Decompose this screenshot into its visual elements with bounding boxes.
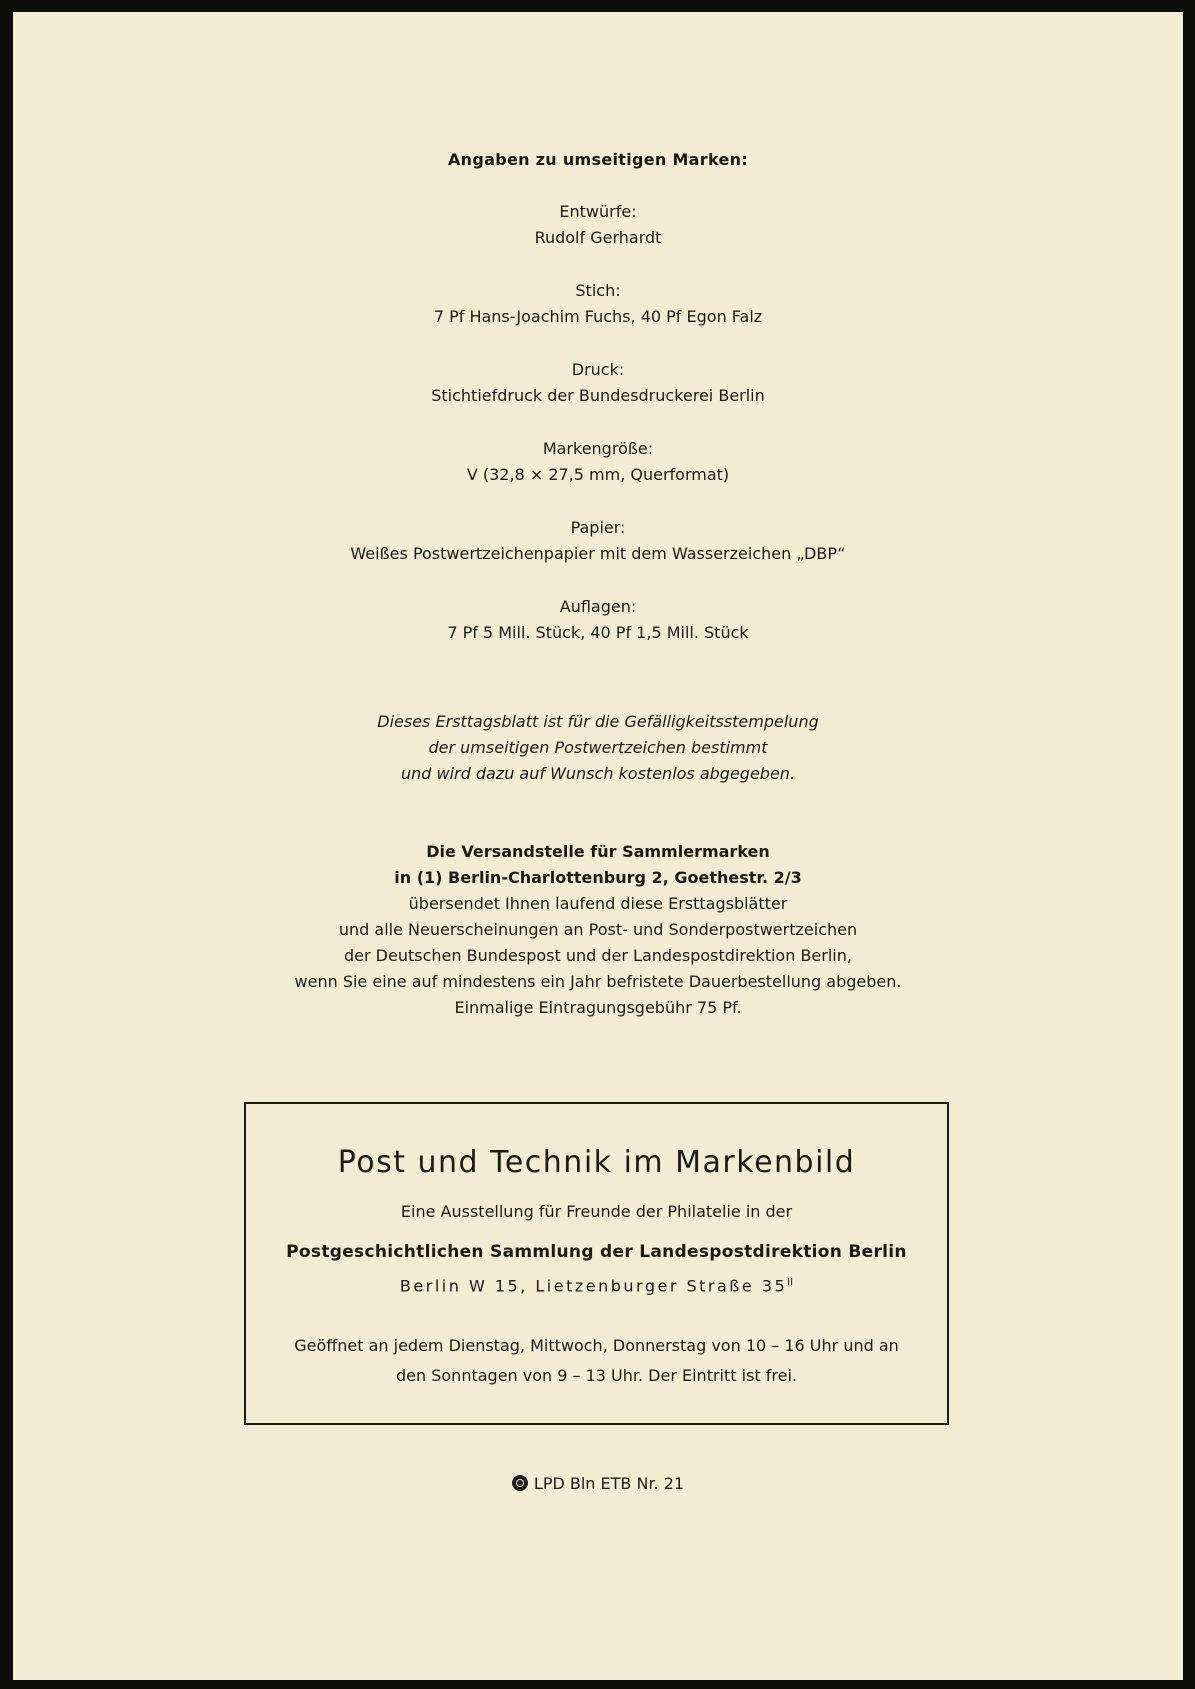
- spec-value-designs: Rudolf Gerhardt: [534, 228, 662, 247]
- mailing-office-line: übersendet Ihnen laufend diese Ersttagsblätter: [408, 894, 788, 913]
- spec-label-stamp-size: Markengröße:: [542, 439, 654, 458]
- spec-value-printing: Stichtiefdruck der Bundesdruckerei Berlin: [431, 386, 765, 405]
- page-heading: Angaben zu umseitigen Marken:: [447, 150, 749, 169]
- spec-label-print-run: Auflagen:: [559, 597, 637, 616]
- footer-text: LPD Bln ETB Nr. 21: [533, 1474, 685, 1493]
- spec-value-paper: Weißes Postwertzeichenpapier mit dem Wasserzeichen „DBP“: [350, 544, 846, 563]
- exhibition-institution: Postgeschichtlichen Sammlung der Landespostdirektion Berlin: [286, 1242, 907, 1262]
- spec-label-designs: Entwürfe:: [559, 202, 637, 221]
- spec-value-stamp-size: V (32,8 × 27,5 mm, Querformat): [466, 465, 730, 484]
- mailing-office-fee: Einmalige Eintragungsgebühr 75 Pf.: [454, 998, 742, 1017]
- mailing-office-line: und alle Neuerscheinungen an Post- und Sonderpostwertzeichen: [338, 920, 858, 939]
- notice-line: und wird dazu auf Wunsch kostenlos abgegeben.: [400, 764, 796, 783]
- post-horn-logo-icon: [512, 1475, 528, 1491]
- spec-value-engraving: 7 Pf Hans-Joachim Fuchs, 40 Pf Egon Falz: [433, 307, 763, 326]
- exhibition-hours: Geöffnet an jedem Dienstag, Mittwoch, Donnerstag von 10 – 16 Uhr und an: [294, 1336, 899, 1355]
- notice-line: Dieses Ersttagsblatt ist für die Gefälligkeitsstempelung: [377, 712, 819, 731]
- exhibition-address: [246, 1278, 947, 1294]
- document-sheet: [13, 12, 1183, 1680]
- spec-label-printing: Druck:: [571, 360, 625, 379]
- spec-label-paper: Papier:: [570, 518, 626, 537]
- spec-value-print-run: 7 Pf 5 Mill. Stück, 40 Pf 1,5 Mill. Stück: [447, 623, 749, 642]
- exhibition-title: Post und Technik im Markenbild: [337, 1145, 856, 1180]
- notice-line: der umseitigen Postwertzeichen bestimmt: [428, 738, 768, 757]
- spec-label-engraving: Stich:: [575, 281, 621, 300]
- mailing-office-address: in (1) Berlin-Charlottenburg 2, Goethestr. 2/3: [394, 868, 802, 887]
- exhibition-subtitle: Eine Ausstellung für Freunde der Philatelie in der: [400, 1202, 793, 1221]
- footer-reference: [13, 1475, 1183, 1492]
- exhibition-hours: den Sonntagen von 9 – 13 Uhr. Der Eintritt ist frei.: [396, 1366, 797, 1385]
- exhibition-address-floor: II: [787, 1277, 794, 1288]
- mailing-office-line: der Deutschen Bundespost und der Landespostdirektion Berlin,: [344, 946, 852, 965]
- mailing-office-line: wenn Sie eine auf mindestens ein Jahr befristete Dauerbestellung abgeben.: [294, 972, 902, 991]
- exhibition-box: [244, 1102, 949, 1425]
- mailing-office-title: Die Versandstelle für Sammlermarken: [426, 842, 770, 861]
- exhibition-address-text: Berlin W 15, Lietzenburger Straße 35: [399, 1276, 788, 1296]
